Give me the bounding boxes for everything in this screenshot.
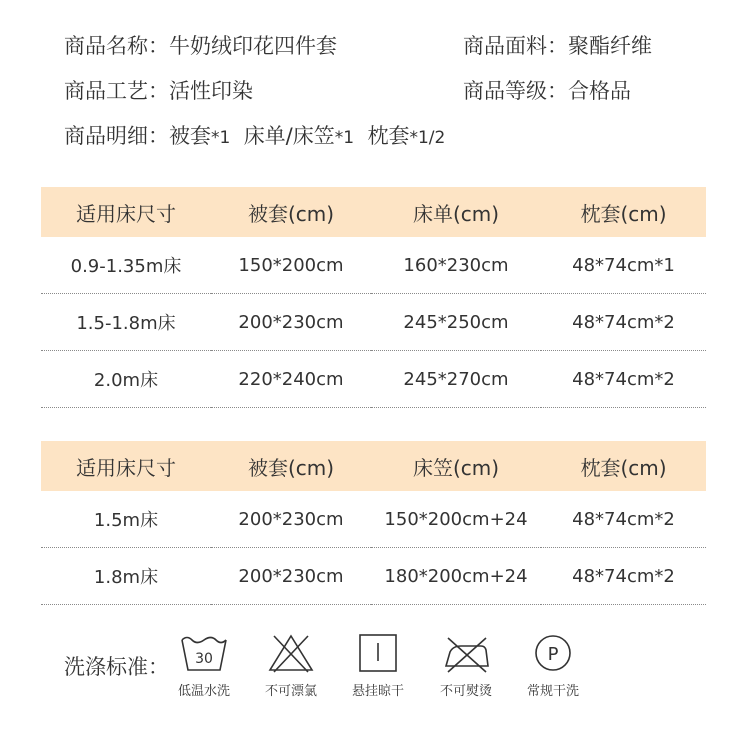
svg-text:30: 30 [195,651,213,667]
header-bed-size: 适用床尺寸 [41,187,211,237]
cell-fitted-sheet: 180*200cm+24 [371,548,541,605]
product-grade-line [463,77,631,105]
hang-dry-icon [353,632,403,674]
size-table-flat-sheet [41,187,706,408]
product-grade-label: 商品等级： [463,79,568,103]
header-duvet: 被套(cm) [211,441,371,491]
cell-bed-size: 1.5m床 [41,491,211,548]
header-fitted-sheet: 床笠(cm) [371,441,541,491]
wash-30-icon [179,632,229,674]
care-item-hang-dry [333,632,423,699]
care-caption: 不可熨烫 [439,684,492,699]
header-pillowcase: 枕套(cm) [541,441,706,491]
dry-clean-icon [528,632,578,674]
product-craft-label: 商品工艺： [64,79,169,103]
no-bleach-icon [266,632,316,674]
care-item-no-iron [421,632,511,699]
product-name-label: 商品名称： [64,34,169,58]
cell-duvet: 200*230cm [211,548,371,605]
care-caption: 悬挂晾干 [351,684,404,699]
wash-standard-label: 洗涤标准： [64,655,169,679]
header-pillowcase: 枕套(cm) [541,187,706,237]
cell-bed-size: 1.8m床 [41,548,211,605]
product-grade-value: 合格品 [568,79,631,103]
cell-pillowcase: 48*74cm*1 [541,237,706,294]
cell-pillowcase: 48*74cm*2 [541,491,706,548]
cell-duvet: 200*230cm [211,491,371,548]
detail-item-duvet: 被套*1 [169,124,231,148]
product-craft-value: 活性印染 [169,79,253,103]
cell-sheet: 245*250cm [371,294,541,351]
cell-pillowcase: 48*74cm*2 [541,351,706,408]
product-detail-label: 商品明细： [64,124,169,148]
cell-duvet: 150*200cm [211,237,371,294]
no-iron-icon [441,632,491,674]
table-row [41,548,706,605]
cell-bed-size: 0.9-1.35m床 [41,237,211,294]
table-row [41,294,706,351]
svg-text:P: P [547,644,559,665]
cell-bed-size: 2.0m床 [41,351,211,408]
cell-duvet: 220*240cm [211,351,371,408]
care-caption: 常规干洗 [526,684,579,699]
header-bed-size: 适用床尺寸 [41,441,211,491]
size-table-fitted-sheet [41,441,706,605]
product-fabric-value: 聚酯纤维 [568,34,652,58]
cell-fitted-sheet: 150*200cm+24 [371,491,541,548]
cell-pillowcase: 48*74cm*2 [541,294,706,351]
table-row [41,351,706,408]
header-sheet: 床单(cm) [371,187,541,237]
cell-sheet: 245*270cm [371,351,541,408]
care-caption: 低温水洗 [177,684,230,699]
detail-item-sheet: 床单/床笠*1 [243,124,355,148]
table-row [41,491,706,548]
care-item-dry-clean [508,632,598,699]
product-detail-line [64,122,445,152]
product-name-line [64,32,337,60]
care-item-low-temp-wash [159,632,249,699]
detail-item-pillowcase: 枕套*1/2 [367,124,446,148]
cell-pillowcase: 48*74cm*2 [541,548,706,605]
care-caption: 不可漂氯 [264,684,317,699]
cell-bed-size: 1.5-1.8m床 [41,294,211,351]
care-item-no-bleach [246,632,336,699]
table-header-row [41,187,706,237]
table-row [41,237,706,294]
product-fabric-line [463,32,652,60]
header-duvet: 被套(cm) [211,187,371,237]
product-fabric-label: 商品面料： [463,34,568,58]
cell-duvet: 200*230cm [211,294,371,351]
cell-sheet: 160*230cm [371,237,541,294]
table-header-row [41,441,706,491]
product-name-value: 牛奶绒印花四件套 [169,34,337,58]
product-craft-line [64,77,253,105]
